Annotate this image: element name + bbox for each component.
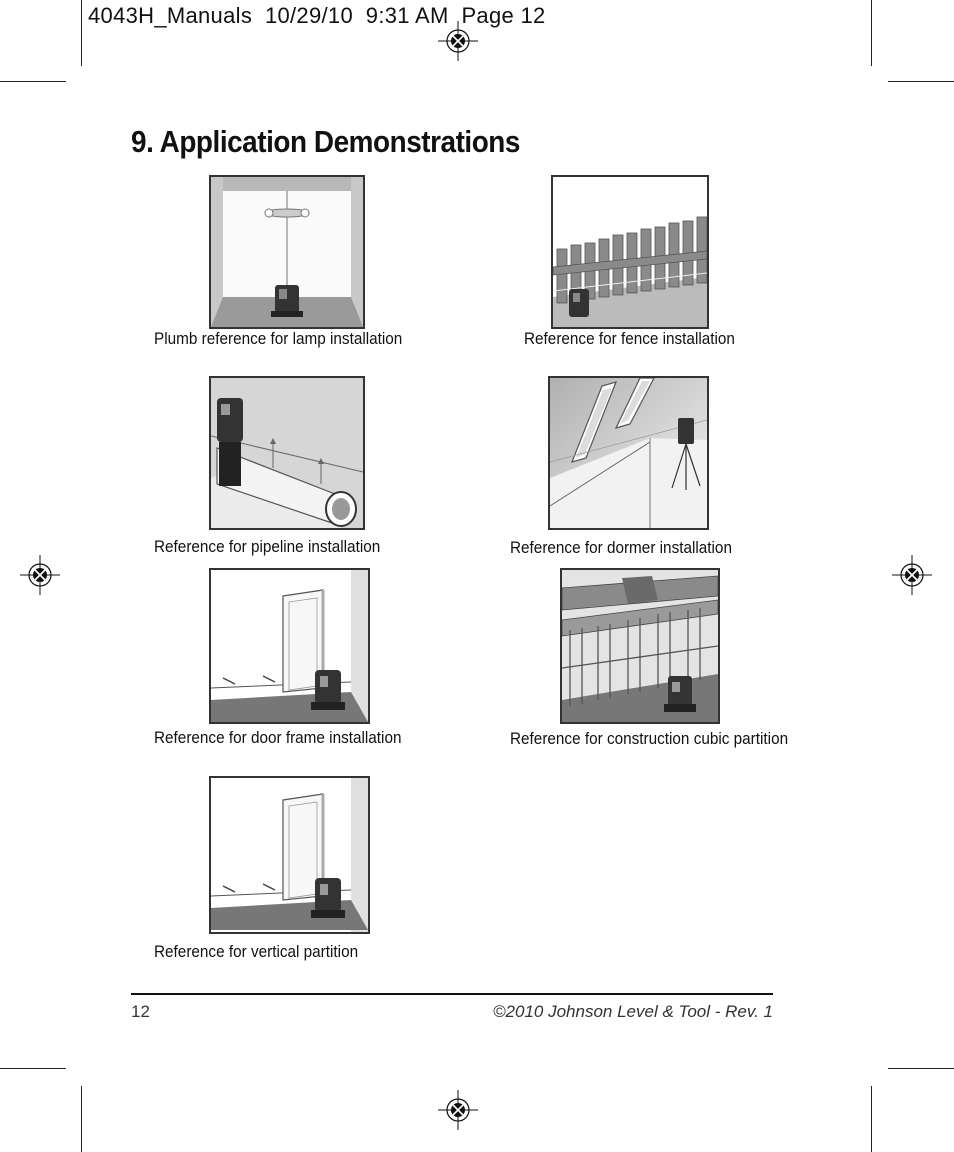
registration-mark-icon [438, 1090, 478, 1130]
crop-mark [888, 1068, 954, 1069]
fence-installation-illustration [551, 175, 709, 329]
crop-mark [888, 81, 954, 82]
crop-mark [0, 81, 66, 82]
crop-mark [871, 0, 872, 66]
crop-mark [81, 1086, 82, 1152]
page-number: 12 [131, 1002, 150, 1021]
figure-caption: Plumb reference for lamp installation [154, 329, 403, 348]
figure-caption: Reference for dormer installation [510, 538, 732, 557]
lamp-installation-illustration [209, 175, 365, 329]
figure-caption: Reference for vertical partition [154, 942, 359, 961]
dormer-installation-illustration [548, 376, 709, 530]
figure-caption: Reference for fence installation [524, 329, 735, 348]
section-title: 9. Application Demonstrations [131, 124, 520, 159]
crop-mark [81, 0, 82, 66]
figure-caption: Reference for door frame installation [154, 728, 402, 747]
door-frame-installation-illustration [209, 568, 370, 724]
crop-mark [871, 1086, 872, 1152]
crop-mark [0, 1068, 66, 1069]
figure-caption: Reference for pipeline installation [154, 537, 381, 556]
cubic-partition-illustration [560, 568, 720, 724]
registration-mark-icon [438, 21, 478, 61]
footer-rule [131, 993, 773, 995]
registration-mark-icon [892, 555, 932, 595]
vertical-partition-illustration [209, 776, 370, 934]
print-slug: 4043H_Manuals 10/29/10 9:31 AM Page 12 [88, 3, 546, 28]
figure-caption: Reference for construction cubic partition [510, 729, 789, 748]
pipeline-installation-illustration [209, 376, 365, 530]
copyright-notice: ©2010 Johnson Level & Tool - Rev. 1 [493, 1002, 773, 1021]
registration-mark-icon [20, 555, 60, 595]
